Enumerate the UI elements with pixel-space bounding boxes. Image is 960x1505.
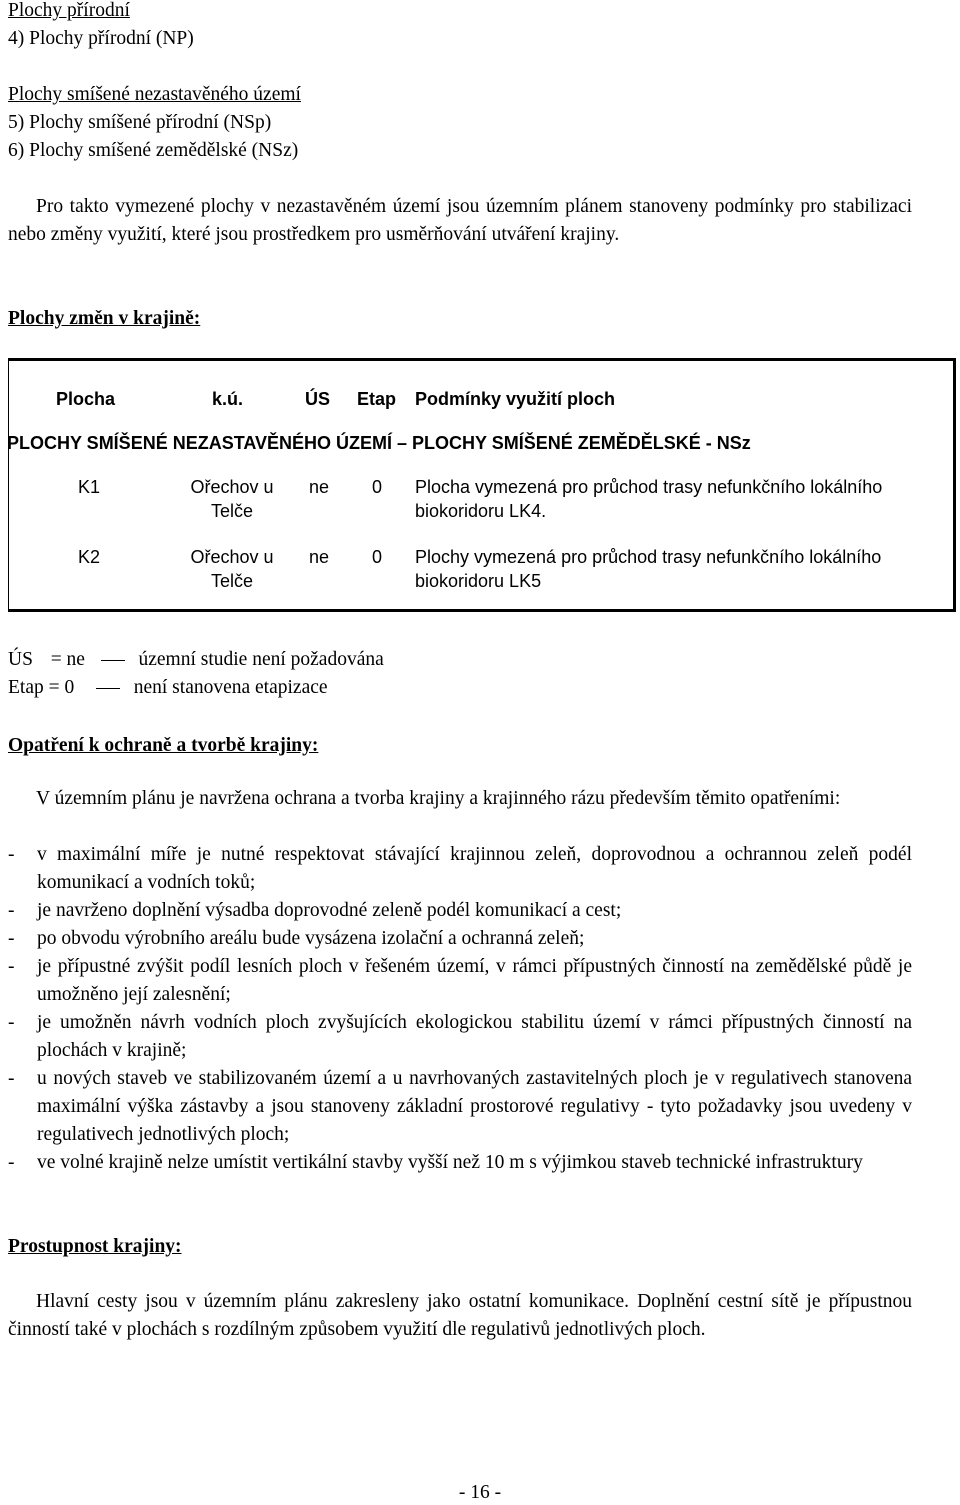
list-dash: - xyxy=(8,956,15,977)
protection-intro: V územním plánu je navržena ochrana a tvorba krajiny a krajinného rázu především těmito opatřeními: xyxy=(36,788,841,809)
legend-etap-label: Etap = 0 xyxy=(8,677,75,698)
header-us: ÚS xyxy=(305,389,331,409)
mixed-item-1: 5) Plochy smíšené přírodní (NSp) xyxy=(8,112,272,133)
legend-us xyxy=(8,646,384,674)
header-podminky: Podmínky využití ploch xyxy=(415,389,616,409)
list-item: - u nových staveb ve stabilizovaném území a u navrhovaných zastavitelných ploch je v regulativech stanovena maximální výška zástavby a jsou stanoveny základní prostorové regulativy - tyto požadavky jsou uvedeny v regulativech jednotlivých ploch; xyxy=(8,1065,912,1149)
header-plocha: Plocha xyxy=(56,389,116,409)
legend-us-desc: územní studie není požadována xyxy=(138,649,384,670)
list-item: - je přípustné zvýšit podíl lesních ploch v řešeném území, v rámci přípustných činností na zemědělské půdě je umožněno její zalesnění; xyxy=(8,953,912,1009)
row-k1-us: ne xyxy=(309,477,330,497)
row-k1-podminky-2: biokoridoru LK4. xyxy=(415,501,547,521)
protection-list xyxy=(8,841,912,1177)
legend-us-eq: = ne xyxy=(50,649,85,670)
group-title: PLOCHY SMÍŠENÉ NEZASTAVĚNÉHO ÚZEMÍ – PLOCHY SMÍŠENÉ ZEMĚDĚLSKÉ - NSz xyxy=(7,433,751,453)
row-k1-ku-2: Telče xyxy=(210,501,254,521)
row-k2-us: ne xyxy=(309,547,330,567)
natural-heading: Plochy přírodní xyxy=(8,0,130,21)
list-dash: - xyxy=(8,928,15,949)
legend-dash-1 xyxy=(101,660,125,661)
list-dash: - xyxy=(8,844,15,865)
list-dash: - xyxy=(8,1012,15,1033)
list-dash: - xyxy=(8,1152,15,1173)
natural-item: 4) Plochy přírodní (NP) xyxy=(8,28,194,49)
row-k2-etap: 0 xyxy=(372,547,383,567)
legend-etap xyxy=(8,674,328,702)
row-k2-podminky-2: biokoridoru LK5 xyxy=(415,571,542,591)
changes-table xyxy=(8,358,956,612)
row-k2-plocha: K2 xyxy=(78,547,101,567)
legend-etap-desc: není stanovena etapizace xyxy=(133,677,328,698)
row-k1-etap: 0 xyxy=(372,477,383,497)
list-item: - v maximální míře je nutné respektovat stávající krajinnou zeleň, doprovodnou a ochrannou zeleň podél komunikací a vodních toků; xyxy=(8,841,912,897)
row-k2-podminky-1: Plochy vymezená pro průchod trasy nefunkčního lokálního xyxy=(415,547,882,567)
legend-us-label: ÚS xyxy=(8,649,33,670)
page-number: - 16 - xyxy=(458,1482,502,1503)
changes-heading: Plochy změn v krajině: xyxy=(8,308,201,329)
mixed-heading: Plochy smíšené nezastavěného území xyxy=(8,84,301,105)
row-k1-podminky-1: Plocha vymezená pro průchod trasy nefunkčního lokálního xyxy=(415,477,883,497)
header-etap: Etap xyxy=(357,389,397,409)
list-item: - je umožněn návrh vodních ploch zvyšujících ekologickou stabilitu území v rámci přípustných činností na plochách v krajině; xyxy=(8,1009,912,1065)
protection-heading: Opatření k ochraně a tvorbě krajiny: xyxy=(8,735,319,756)
permeability-heading: Prostupnost krajiny: xyxy=(8,1236,182,1257)
list-dash: - xyxy=(8,900,15,921)
list-item: - ve volné krajině nelze umístit vertikální stavby vyšší než 10 m s výjimkou staveb technické infrastruktury xyxy=(8,1149,912,1177)
list-item: - je navrženo doplnění výsadba doprovodné zeleně podél komunikací a cest; xyxy=(8,897,912,925)
list-dash: - xyxy=(8,1068,15,1089)
intro-paragraph: Pro takto vymezené plochy v nezastavěném území jsou územním plánem stanoveny podmínky pro stabilizaci nebo změny využití, které jsou prostředkem pro usměrňování utváření krajiny. xyxy=(8,196,912,245)
legend-dash-2 xyxy=(96,688,120,689)
permeability-paragraph: Hlavní cesty jsou v územním plánu zakresleny jako ostatní komunikace. Doplnění cestní sítě je přípustnou činností také v plochách s rozdílným způsobem využití dle regulativů jednotlivých ploch. xyxy=(8,1291,912,1340)
header-ku: k.ú. xyxy=(212,389,244,409)
row-k1-ku-1: Ořechov u xyxy=(190,477,274,497)
row-k2-ku-1: Ořechov u xyxy=(190,547,274,567)
row-k2-ku-2: Telče xyxy=(210,571,254,591)
row-k1-plocha: K1 xyxy=(78,477,101,497)
list-item: - po obvodu výrobního areálu bude vysázena izolační a ochranná zeleň; xyxy=(8,925,912,953)
mixed-item-2: 6) Plochy smíšené zemědělské (NSz) xyxy=(8,140,299,161)
